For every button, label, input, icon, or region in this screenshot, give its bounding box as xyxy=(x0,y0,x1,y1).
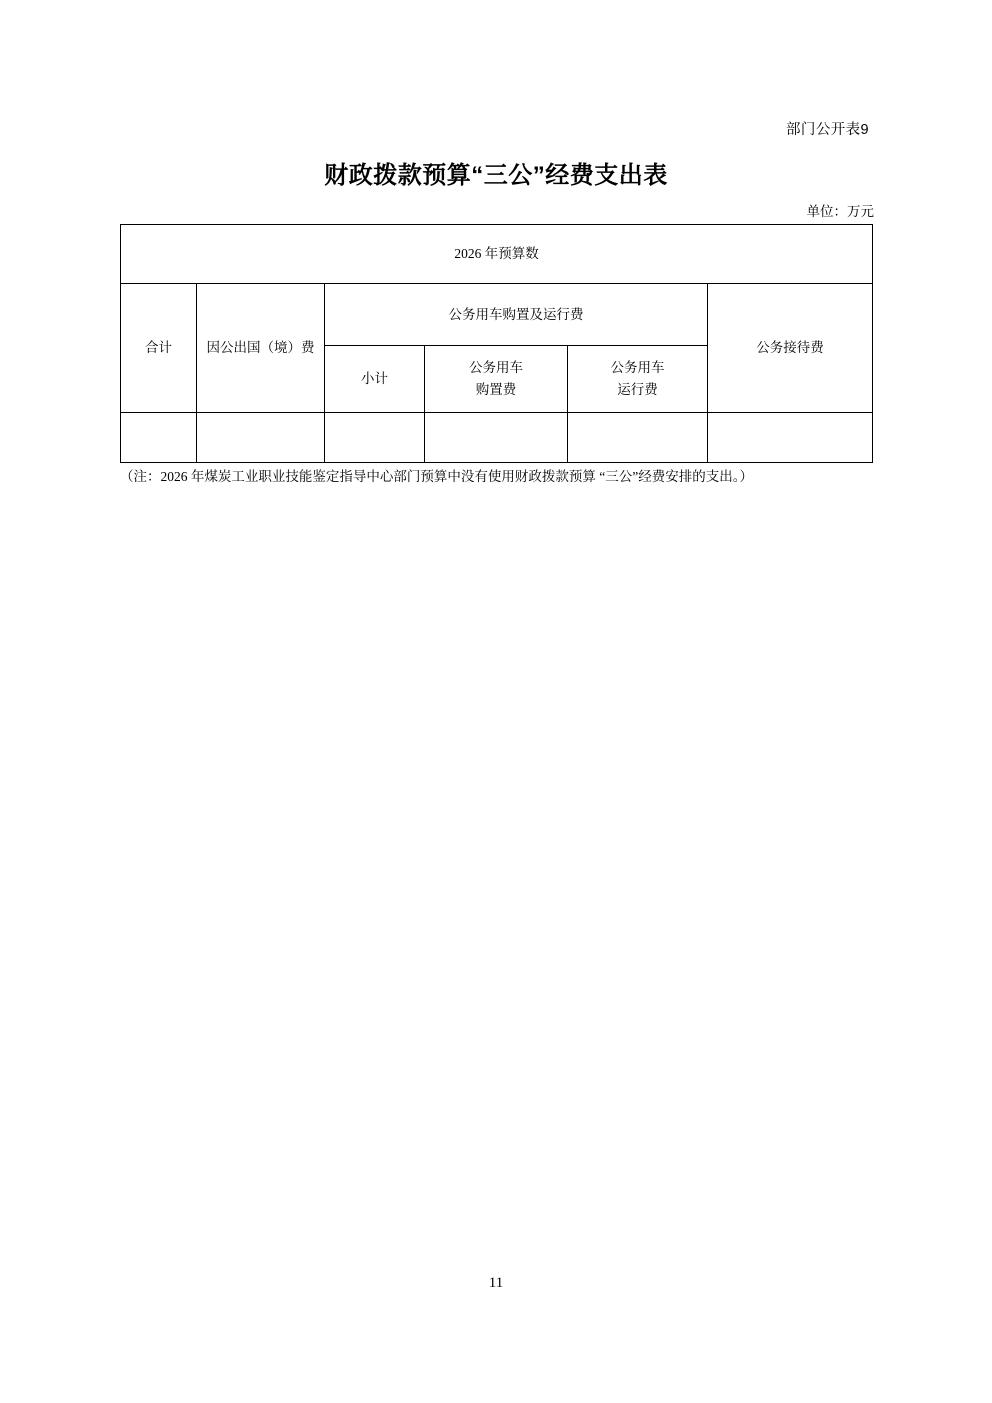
footnote: （注：2026 年煤炭工业职业技能鉴定指导中心部门预算中没有使用财政拨款预算 “三公”经费安排的支出。） xyxy=(120,469,753,484)
header-vehicle-operation-line2: 运行费 xyxy=(617,382,658,397)
cell-vehicle-subtotal xyxy=(325,413,425,463)
cell-abroad-travel xyxy=(197,413,325,463)
form-code-label: 部门公开表9 xyxy=(786,122,869,138)
header-vehicle-purchase-line1: 公务用车 xyxy=(469,360,523,376)
header-abroad-travel: 因公出国（境）费 xyxy=(197,284,325,413)
header-vehicle-operation-line1: 公务用车 xyxy=(610,360,665,376)
table-header-row-year xyxy=(121,225,873,284)
header-vehicle-purchase xyxy=(425,346,568,413)
unit-note: 单位：万元 xyxy=(806,204,874,219)
header-total: 合计 xyxy=(121,284,197,413)
table-row xyxy=(121,413,873,463)
page-number: 11 xyxy=(488,1275,504,1291)
header-year-budget: 2026 年预算数 xyxy=(121,225,873,284)
cell-official-reception xyxy=(708,413,873,463)
table-header-row-main xyxy=(121,284,873,346)
header-vehicle-purchase-line2: 购置费 xyxy=(475,382,517,397)
cell-vehicle-operation xyxy=(568,413,708,463)
budget-table xyxy=(120,224,873,463)
cell-vehicle-purchase xyxy=(425,413,568,463)
page-title: 财政拨款预算“三公”经费支出表 xyxy=(324,162,668,189)
header-vehicle-group: 公务用车购置及运行费 xyxy=(325,284,708,346)
header-official-reception: 公务接待费 xyxy=(708,284,873,413)
header-vehicle-subtotal: 小计 xyxy=(325,346,425,413)
cell-total xyxy=(121,413,197,463)
header-vehicle-operation xyxy=(568,346,708,413)
